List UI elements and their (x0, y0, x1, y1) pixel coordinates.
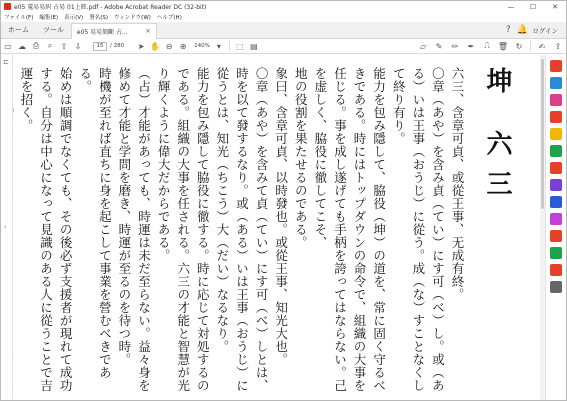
text-line: 象曰、含章可貞、以時發也。或從王事、知光大也。 (273, 67, 289, 366)
text-line: （占）才能があっても、時運は未だ至らない。益々身を修めて才能と学問を磨き、時運が至るのを待つ時。 (116, 67, 152, 392)
help-icon[interactable]: ? (505, 25, 511, 35)
title-bar (1, 1, 566, 12)
menu-sign[interactable]: 署名(S) (89, 15, 108, 21)
main-toolbar (1, 39, 566, 54)
next-page-icon[interactable]: ⇩ (74, 41, 82, 51)
page-total: / 280 (110, 43, 125, 49)
page-fit-icon[interactable]: ⬚ (236, 41, 244, 51)
zoom-dropdown-icon[interactable]: ▾ (216, 41, 221, 51)
rotate-icon[interactable]: ↻ (515, 41, 523, 51)
tab-document-label: e05 易易簡斷 占... (76, 28, 128, 36)
login-button[interactable]: ログイン (532, 26, 558, 35)
menu-view[interactable]: 表示(V) (64, 15, 84, 21)
create-pdf-icon[interactable] (550, 94, 562, 106)
compress-icon[interactable] (550, 247, 562, 259)
search-tool-icon[interactable] (550, 60, 562, 72)
maximize-button[interactable]: ☐ (529, 2, 537, 11)
zoom-in-icon[interactable]: ⊕ (179, 41, 187, 51)
text-line: 始めは順調でなくても、その後必ず支援者が現れて成功する。自分は中心になって見識のある人に從うことで吉運を招く。 (18, 67, 74, 392)
toolbar-divider (229, 41, 230, 51)
menu-help[interactable]: ヘルプ(H) (156, 15, 182, 21)
draw-icon[interactable]: ✏ (451, 41, 459, 51)
highlight-pen-icon[interactable]: ✎ (435, 41, 443, 51)
combine-files-icon[interactable] (550, 145, 562, 157)
zoom-level[interactable]: 140% (194, 43, 210, 49)
edit-sign-icon[interactable]: ✍ (538, 41, 546, 51)
window-title: e05 蒐易易糾 占易 01上經.pdf - Adobe Acrobat Reader DC (32-bit) (14, 4, 207, 11)
redact-icon[interactable] (550, 179, 562, 191)
expand-left-pane-icon[interactable]: › (4, 223, 7, 231)
menu-edit[interactable]: 編集(E) (39, 15, 59, 21)
menu-window[interactable]: ウィンドウ(W) (114, 15, 151, 21)
toolbar-divider (530, 41, 531, 51)
sign-icon[interactable]: ✒ (467, 41, 475, 51)
fill-sign-icon[interactable] (550, 213, 562, 225)
hexagram-heading: 坤 六三 (482, 67, 512, 211)
text-line (13, 67, 16, 400)
comment-icon[interactable]: ▱ (419, 41, 427, 51)
right-tools-pane (545, 55, 566, 400)
search-icon[interactable]: ⌕ (47, 41, 53, 50)
document-viewport[interactable] (13, 55, 540, 400)
print-icon[interactable]: ⎙ (32, 41, 40, 50)
acrobat-app-icon (4, 3, 11, 10)
export-pdf-icon[interactable] (550, 77, 562, 89)
save-icon[interactable]: ▭ (4, 41, 12, 51)
page-layout-icon[interactable]: ▤ (250, 41, 258, 51)
text-line: 地の役割を果たせるのである。 (293, 67, 309, 249)
text-line: 〇章（あや）を含みて貞（てい）にす可（べ）しとは、時を以て發するなり。或（ある）いは王事（おうじ）に從うとは、知光（ちこう）大（だい）なるなり。 (214, 67, 270, 392)
scan-icon[interactable] (550, 264, 562, 276)
text-line: 能力を包み隱して脇役に徹する。時に応じて対処するのである。組織の大事を任される。六三の才能と智慧が光り輝くように偉大だからである。 (156, 67, 211, 392)
menu-file[interactable]: ファイル(F) (4, 15, 34, 21)
previous-page-icon[interactable]: ⇧ (60, 41, 68, 51)
stamp-icon[interactable]: ⎍ (484, 41, 490, 50)
minimize-button[interactable]: — (507, 2, 515, 11)
organize-pages-icon[interactable] (550, 162, 562, 174)
share-icon[interactable]: ⇪ (554, 41, 562, 51)
navigation-pane-icon[interactable]: ⊏ (3, 58, 9, 66)
notifications-icon[interactable]: 🔔 (516, 25, 528, 35)
tab-document[interactable] (71, 23, 157, 39)
left-navigation-pane (1, 55, 13, 400)
text-line: 〇章（あや）を含み貞（てい）にす可（べ）し。或（ある）いは王事（おうじ）に從う。成（な）すことなくして終り有り。 (391, 67, 446, 392)
tab-tools[interactable]: ツール (43, 26, 64, 34)
protect-icon[interactable] (550, 196, 562, 208)
menu-bar (1, 12, 566, 22)
page-number-input[interactable]: 15 (93, 42, 107, 51)
text-line: 能力を包み隱して、脇役（坤）の道を、常に固く守るべきである。時にはトップダウンの命令で、組織の大事を任じる。事を成し遂げても手柄を誇ってはならない。己を虚しく、脇役に徹してこそ、 (312, 67, 387, 392)
close-window-button[interactable]: ✕ (552, 2, 558, 11)
tab-home[interactable]: ホーム (8, 26, 29, 34)
comment-tool-icon[interactable] (550, 128, 562, 140)
hand-tool-icon[interactable]: ✋ (150, 41, 161, 51)
more-tools-icon[interactable] (550, 281, 562, 293)
text-line: 六三、含章可貞、或從王事、无成有終。 (450, 67, 465, 301)
edit-pdf-icon[interactable] (550, 111, 562, 123)
zoom-out-icon[interactable]: ⊖ (165, 41, 173, 51)
tab-row (1, 22, 566, 39)
text-line: 時機が至れば直ちに身を起こして事業を營むべきである。 (77, 67, 113, 379)
pdf-page (19, 55, 531, 400)
scrollbar-thumb[interactable] (541, 59, 544, 209)
close-tab-icon[interactable]: × (145, 27, 151, 35)
send-review-icon[interactable] (550, 230, 562, 242)
select-cursor-icon[interactable]: ➤ (137, 41, 145, 51)
cloud-upload-icon[interactable]: ☁ (18, 41, 26, 51)
delete-icon[interactable]: 🗑 (497, 41, 509, 51)
